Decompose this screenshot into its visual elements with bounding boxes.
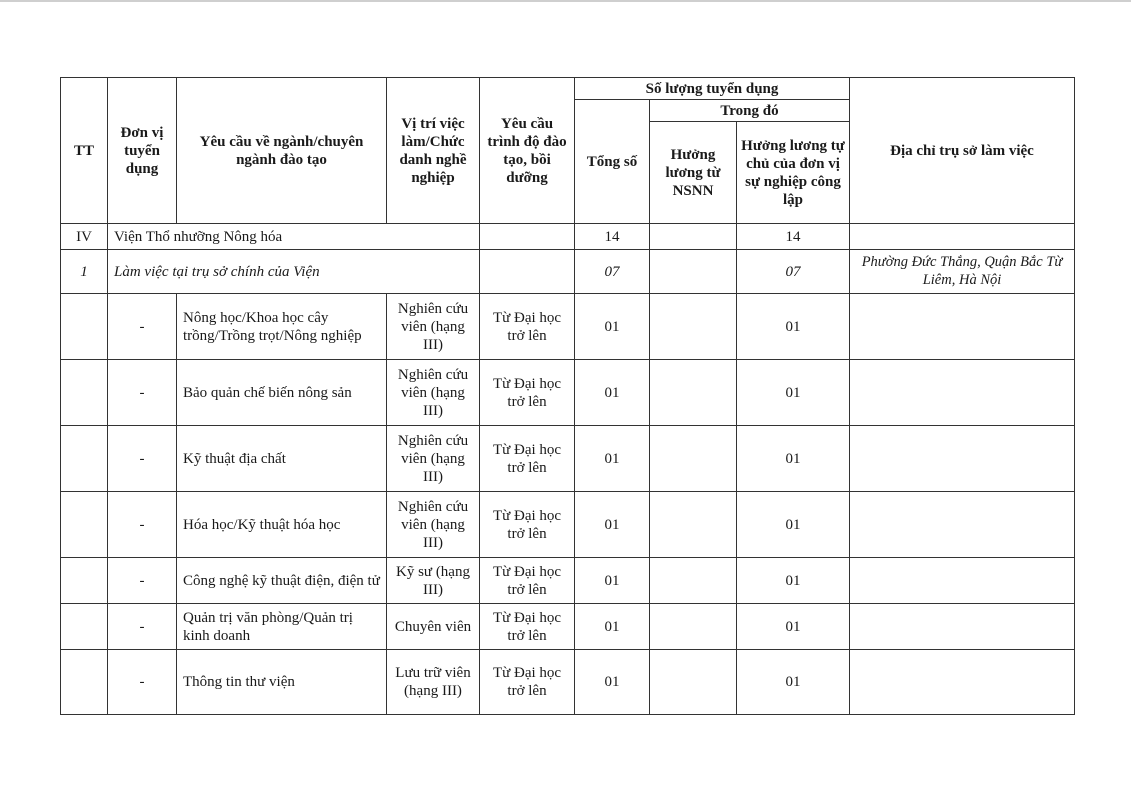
section-name: Viện Thổ nhưỡng Nông hóa xyxy=(108,224,480,250)
row-address-empty xyxy=(850,360,1075,426)
table-row xyxy=(61,426,1075,492)
row-degree: Từ Đại học trở lên xyxy=(480,650,575,715)
row-no-empty xyxy=(61,492,108,558)
row-self: 01 xyxy=(737,558,850,604)
table-row xyxy=(61,558,1075,604)
row-position: Nghiên cứu viên (hạng III) xyxy=(387,492,480,558)
row-address-empty xyxy=(850,492,1075,558)
row-self: 01 xyxy=(737,426,850,492)
row-total: 01 xyxy=(575,492,650,558)
row-total: 01 xyxy=(575,650,650,715)
row-dash: - xyxy=(108,650,177,715)
table-body xyxy=(61,224,1075,715)
row-address-empty xyxy=(850,426,1075,492)
row-dash: - xyxy=(108,558,177,604)
section-row xyxy=(61,224,1075,250)
row-dash: - xyxy=(108,426,177,492)
row-position: Nghiên cứu viên (hạng III) xyxy=(387,294,480,360)
table-row xyxy=(61,294,1075,360)
row-dash: - xyxy=(108,604,177,650)
row-no-empty xyxy=(61,294,108,360)
row-major: Thông tin thư viện xyxy=(177,650,387,715)
row-no-empty xyxy=(61,650,108,715)
row-no-empty xyxy=(61,360,108,426)
row-total: 01 xyxy=(575,558,650,604)
row-degree: Từ Đại học trở lên xyxy=(480,294,575,360)
header-unit: Đơn vị tuyển dụng xyxy=(108,78,177,224)
row-total: 01 xyxy=(575,604,650,650)
row-total: 01 xyxy=(575,294,650,360)
header-address: Địa chỉ trụ sở làm việc xyxy=(850,78,1075,224)
row-major: Hóa học/Kỹ thuật hóa học xyxy=(177,492,387,558)
row-nsnn-empty xyxy=(650,294,737,360)
row-position: Nghiên cứu viên (hạng III) xyxy=(387,360,480,426)
row-major: Quản trị văn phòng/Quản trị kinh doanh xyxy=(177,604,387,650)
row-position: Lưu trữ viên (hạng III) xyxy=(387,650,480,715)
row-position: Chuyên viên xyxy=(387,604,480,650)
row-position: Kỹ sư (hạng III) xyxy=(387,558,480,604)
header-major: Yêu cầu về ngành/chuyên ngành đào tạo xyxy=(177,78,387,224)
table-header xyxy=(61,78,1075,224)
section-total: 14 xyxy=(575,224,650,250)
table-row xyxy=(61,604,1075,650)
row-total: 01 xyxy=(575,426,650,492)
subsection-total: 07 xyxy=(575,250,650,294)
row-degree: Từ Đại học trở lên xyxy=(480,492,575,558)
header-quantity: Số lượng tuyển dụng xyxy=(575,78,850,100)
subsection-self: 07 xyxy=(737,250,850,294)
row-self: 01 xyxy=(737,294,850,360)
row-nsnn-empty xyxy=(650,360,737,426)
subsection-no: 1 xyxy=(61,250,108,294)
section-address-empty xyxy=(850,224,1075,250)
row-address-empty xyxy=(850,294,1075,360)
row-nsnn-empty xyxy=(650,650,737,715)
row-address-empty xyxy=(850,604,1075,650)
row-address-empty xyxy=(850,558,1075,604)
header-of-which: Trong đó xyxy=(650,100,850,122)
section-self: 14 xyxy=(737,224,850,250)
row-self: 01 xyxy=(737,360,850,426)
section-nsnn-empty xyxy=(650,224,737,250)
header-tt: TT xyxy=(61,78,108,224)
row-degree: Từ Đại học trở lên xyxy=(480,360,575,426)
subsection-degree-empty xyxy=(480,250,575,294)
row-self: 01 xyxy=(737,492,850,558)
row-self: 01 xyxy=(737,650,850,715)
row-dash: - xyxy=(108,294,177,360)
row-nsnn-empty xyxy=(650,426,737,492)
row-position: Nghiên cứu viên (hạng III) xyxy=(387,426,480,492)
page-top-edge xyxy=(0,0,1131,2)
row-degree: Từ Đại học trở lên xyxy=(480,426,575,492)
header-self: Hưởng lương tự chủ của đơn vị sự nghiệp công lập xyxy=(737,122,850,224)
row-major: Công nghệ kỹ thuật điện, điện tử xyxy=(177,558,387,604)
row-address-empty xyxy=(850,650,1075,715)
row-no-empty xyxy=(61,558,108,604)
row-nsnn-empty xyxy=(650,558,737,604)
row-self: 01 xyxy=(737,604,850,650)
row-total: 01 xyxy=(575,360,650,426)
row-nsnn-empty xyxy=(650,604,737,650)
table-row xyxy=(61,650,1075,715)
subsection-row xyxy=(61,250,1075,294)
row-major: Bảo quản chế biến nông sản xyxy=(177,360,387,426)
table-row xyxy=(61,492,1075,558)
row-degree: Từ Đại học trở lên xyxy=(480,604,575,650)
row-no-empty xyxy=(61,604,108,650)
header-total: Tổng số xyxy=(575,100,650,224)
section-no: IV xyxy=(61,224,108,250)
header-nsnn: Hưởng lương từ NSNN xyxy=(650,122,737,224)
header-position: Vị trí việc làm/Chức danh nghề nghiệp xyxy=(387,78,480,224)
recruitment-table xyxy=(60,77,1075,715)
subsection-address: Phường Đức Thắng, Quận Bắc Từ Liêm, Hà Nội xyxy=(850,250,1075,294)
row-degree: Từ Đại học trở lên xyxy=(480,558,575,604)
subsection-name: Làm việc tại trụ sở chính của Viện xyxy=(108,250,480,294)
row-major: Nông học/Khoa học cây trồng/Trồng trọt/Nông nghiệp xyxy=(177,294,387,360)
row-no-empty xyxy=(61,426,108,492)
header-degree: Yêu cầu trình độ đào tạo, bồi dưỡng xyxy=(480,78,575,224)
row-dash: - xyxy=(108,492,177,558)
table-row xyxy=(61,360,1075,426)
row-dash: - xyxy=(108,360,177,426)
subsection-nsnn-empty xyxy=(650,250,737,294)
section-degree-empty xyxy=(480,224,575,250)
row-major: Kỹ thuật địa chất xyxy=(177,426,387,492)
row-nsnn-empty xyxy=(650,492,737,558)
